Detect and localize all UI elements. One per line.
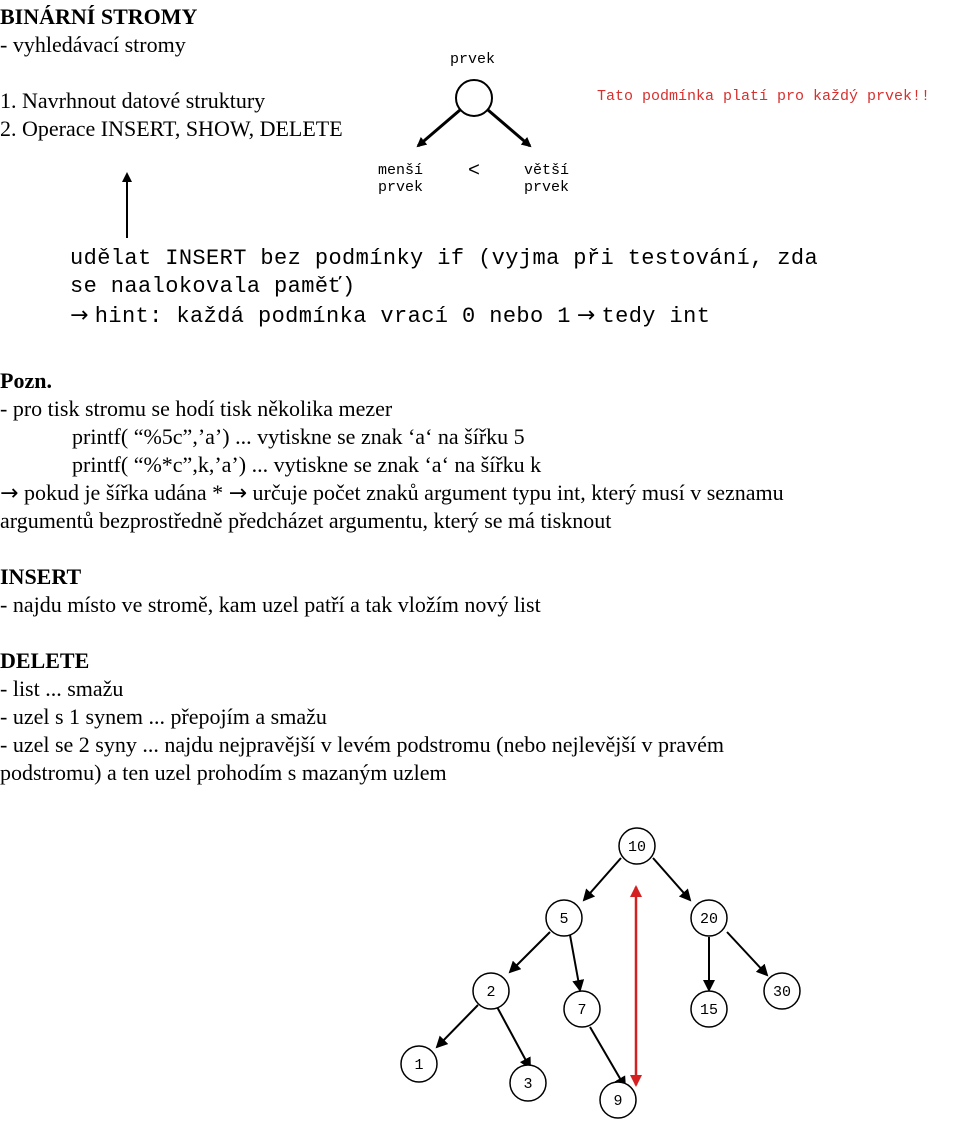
edge-7-9	[590, 1027, 625, 1087]
hint-line-3b: tedy int	[601, 304, 711, 329]
tree-node-9	[600, 1082, 636, 1118]
tree-node-label: 9	[613, 1093, 623, 1110]
tree-node-label: 7	[577, 1002, 587, 1019]
arrow-left-child	[418, 110, 460, 146]
tree-node-label: 30	[772, 984, 792, 1001]
node-right-label-2: prvek	[524, 179, 570, 196]
edge-5-7	[570, 935, 580, 990]
tree-node-15	[691, 991, 727, 1027]
tree-node-30	[764, 973, 800, 1009]
tree-node-5	[546, 900, 582, 936]
edge-5-2	[510, 932, 550, 972]
right-arrow-icon: →	[228, 481, 248, 506]
right-arrow-icon: →	[0, 481, 19, 506]
tree-node-10	[619, 828, 655, 864]
right-arrow-icon: →	[576, 303, 596, 328]
insert-line-1: - najdu místo ve stromě, kam uzel patří a tak vložím nový list	[0, 592, 541, 617]
delete-line-1: - list ... smažu	[0, 676, 124, 701]
page-title: BINÁRNÍ STROMY	[0, 4, 198, 29]
tree-node-label: 5	[559, 911, 569, 928]
tree-node-label: 20	[699, 911, 719, 928]
node-left-label-1: menší	[378, 162, 424, 179]
tree-node-3	[510, 1065, 546, 1101]
arrow-right-child	[488, 110, 530, 146]
pozn-line-4a: pokud je šířka udána *	[23, 480, 224, 505]
pozn-heading: Pozn.	[0, 368, 52, 393]
tree-node-7	[564, 991, 600, 1027]
pozn-line-1: - pro tisk stromu se hodí tisk několika mezer	[0, 396, 393, 421]
list-item-2: 2. Operace INSERT, SHOW, DELETE	[0, 116, 343, 141]
pozn-line-4b: určuje počet znaků argument typu int, který musí v seznamu	[252, 480, 784, 505]
delete-line-3: - uzel se 2 syny ... najdu nejpravější v levém podstromu (nebo nejlevější v pravém	[0, 732, 724, 757]
pozn-line-5: argumentů bezprostředně předcházet argumentu, který se má tisknout	[0, 508, 612, 533]
right-arrow-icon: →	[70, 303, 89, 328]
edge-10-5	[584, 858, 621, 900]
tree-node-2	[473, 973, 509, 1009]
delete-heading: DELETE	[0, 648, 90, 673]
node-right-label-1: větší	[524, 162, 570, 179]
hint-line-3	[70, 301, 710, 331]
tree-diagram	[0, 800, 960, 1123]
list-item-1: 1. Navrhnout datové struktury	[0, 88, 266, 113]
page-subtitle: - vyhledávací stromy	[0, 32, 186, 57]
hint-line-1: udělat INSERT bez podmínky if (vyjma při testování, zda	[70, 246, 819, 271]
insert-heading: INSERT	[0, 564, 82, 589]
node-left-label-2: prvek	[378, 179, 424, 196]
tree-node-label: 1	[414, 1057, 424, 1074]
edge-10-20	[653, 858, 690, 900]
tree-node-label: 3	[523, 1076, 533, 1093]
pozn-line-4	[0, 479, 784, 508]
delete-line-2: - uzel s 1 synem ... přepojím a smažu	[0, 704, 327, 729]
tree-node-label: 10	[627, 839, 647, 856]
less-than-sign: <	[468, 160, 481, 183]
node-circle	[456, 80, 492, 116]
edge-20-30	[727, 932, 767, 975]
tree-node-1	[401, 1046, 437, 1082]
hint-line-2: se naalokovala paměť)	[70, 274, 356, 299]
node-top-label: prvek	[450, 51, 496, 68]
tree-node-20	[691, 900, 727, 936]
tree-node-label: 2	[486, 984, 496, 1001]
pozn-line-2: printf( “%5c”,’a’) ... vytiskne se znak ‘a‘ na šířku 5	[72, 424, 525, 449]
condition-note: Tato podmínka platí pro každý prvek!!	[597, 88, 931, 105]
node-diagram	[0, 0, 960, 250]
tree-node-label: 15	[699, 1002, 719, 1019]
delete-line-4: podstromu) a ten uzel prohodím s mazaným uzlem	[0, 760, 447, 785]
edge-2-1	[437, 1005, 478, 1047]
edge-2-3	[496, 1005, 530, 1068]
pozn-line-3: printf( “%*c”,k,’a’) ... vytiskne se znak ‘a‘ na šířku k	[72, 452, 542, 477]
hint-line-3a: hint: každá podmínka vrací 0 nebo 1	[94, 304, 571, 329]
